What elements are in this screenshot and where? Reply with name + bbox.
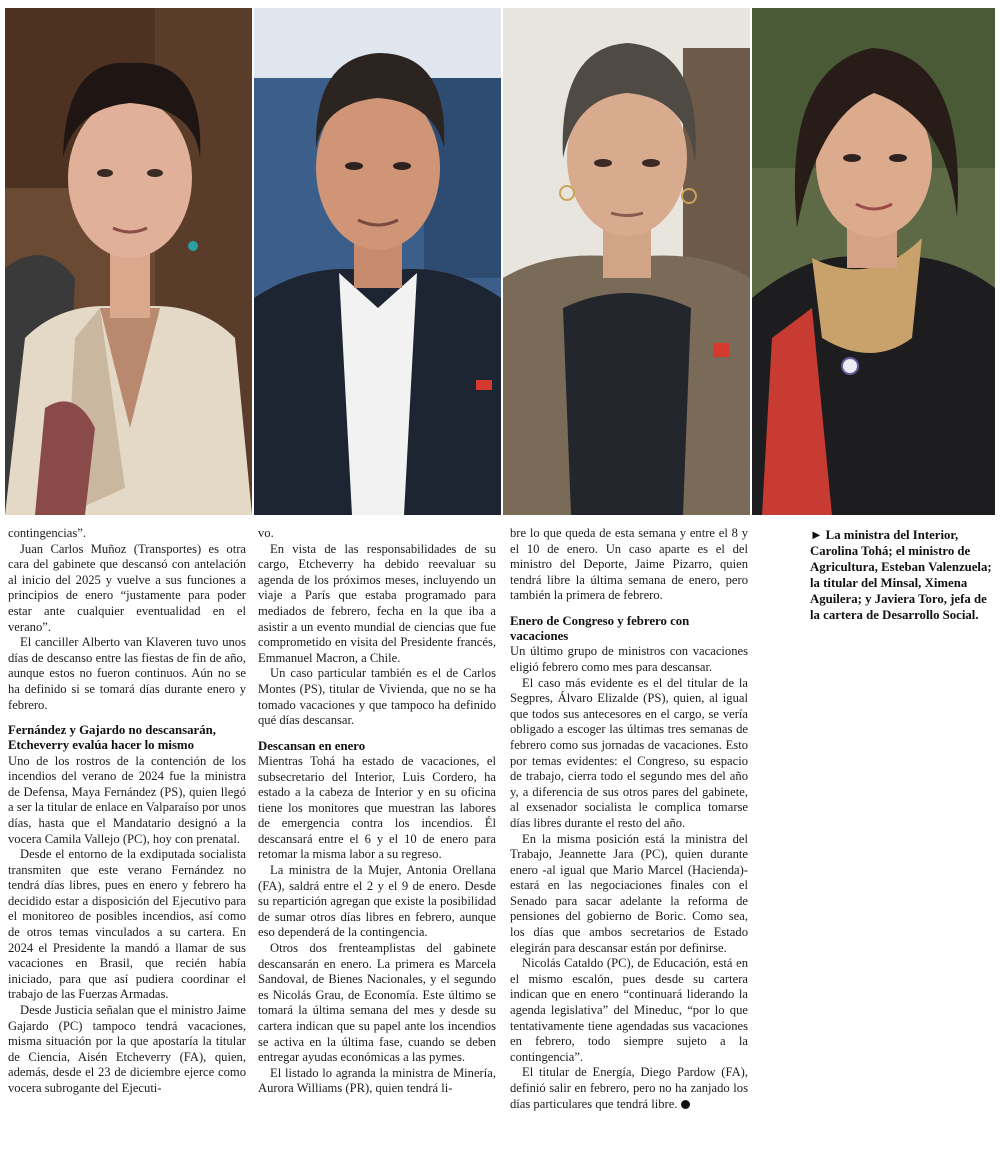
article-column-2 — [258, 526, 496, 1097]
paragraph: Desde Justicia señalan que el ministro Jaime Gajardo (PC) tampoco tendrá vacaciones, misma situación por la que apostaría la titular de Ciencia, Aisén Etcheverry (FA), quien, además, desde el 23 de diciembre ejerce como vocera subrogante del Ejecuti- — [8, 1003, 246, 1095]
paragraph: En la misma posición está la ministra del Trabajo, Jeannette Jara (PC), quien durante enero -al igual que Mario Marcel (Hacienda)- estará en las negociaciones finales con el Senado para sacar adelante la reforma de pensiones del gobierno de Boric. Como sea, los días que ambos secretarios de Estado elegirán para descansar están por definirse. — [510, 831, 748, 955]
portrait-photo-2 — [254, 8, 501, 515]
article-column-3 — [510, 526, 748, 1112]
photo-strip — [5, 8, 995, 515]
paragraph: El listado lo agranda la ministra de Minería, Aurora Williams (PR), quien tendrá li- — [258, 1065, 496, 1096]
portrait-1-image — [5, 8, 252, 515]
paragraph: Juan Carlos Muñoz (Transportes) es otra cara del gabinete que descansó con antelación al inicio del 2025 y vuelve a sus funciones a principios de enero “justamente para poder estar ante cualquier eventualidad en el verano”. — [8, 541, 246, 634]
paragraph-final — [510, 1065, 748, 1112]
paragraph: vo. — [258, 526, 274, 540]
final-text: El titular de Energía, Diego Pardow (FA), definió salir en febrero, pero no ha zanjado los días particulares que tendrá libre. — [510, 1065, 748, 1111]
article-column-1 — [8, 526, 246, 1097]
paragraph: En vista de las responsabilidades de su cargo, Etcheverry ha debido reevaluar su agenda de los próximos meses, incluyendo un viaje a París que estaba programado para mediados de febrero, fecha en la que iba a asistir a un evento mundial de ciencias que fue comprometido en visita del Presidente francés, Emmanuel Macron, a Chile. — [258, 541, 496, 665]
paragraph: Otros dos frenteamplistas del gabinete descansarán en enero. La primera es Marcela Sandoval, de Bienes Nacionales, y el segundo es Nicolás Grau, de Economía. Este último se tomará la última semana del mes y desde su cartera indican que su papel ante los incendios se activa en la última fase, cuando se deben entregar ayudas económicas a las pymes. — [258, 941, 496, 1065]
portrait-photo-1 — [5, 8, 252, 515]
end-mark-icon — [681, 1100, 690, 1109]
paragraph: Un último grupo de ministros con vacaciones eligió febrero como mes para descansar. — [510, 644, 748, 674]
paragraph: Un caso particular también es el de Carlos Montes (PS), titular de Vivienda, que no se ha tomado vacaciones y que tampoco ha definido qué días descansar. — [258, 666, 496, 728]
caption-text: La ministra del Interior, Carolina Tohá; el ministro de Agricultura, Esteban Valenzuela; la titular del Minsal, Ximena Aguilera; y Javiera Toro, jefa de la cartera de Desarrollo Social. — [810, 528, 992, 622]
portrait-2-image — [254, 8, 501, 515]
photo-caption — [810, 527, 995, 623]
paragraph: Uno de los rostros de la contención de los incendios del verano de 2024 fue la ministra de Defensa, Maya Fernández (PS), quien llegó a ser la titular de enlace en Valparaíso por unos días, hasta que el Mandatario designó a la vocera Camila Vallejo (PC), hoy con prenatal. — [8, 753, 246, 846]
paragraph: El canciller Alberto van Klaveren tuvo unos días de descanso entre las fiestas de fin de año, aunque estos no fueron continuos. Aún no se ha definido si se tomará días durante enero y febrero. — [8, 635, 246, 712]
section-heading: Fernández y Gajardo no descansarán, Etcheverry evalúa hacer lo mismo — [8, 723, 216, 753]
portrait-3-image — [503, 8, 750, 515]
paragraph: bre lo que queda de esta semana y entre el 8 y el 10 de enero. Un caso aparte es el del ministro del Deporte, Jaime Pizarro, quien tendrá libre la última semana de enero, pero también la primera de febrero. — [510, 526, 748, 603]
paragraph: Desde el entorno de la exdiputada socialista transmiten que este verano Fernández no tendrá días libres, pues en enero y febrero ha decidido estar a disposición del Ejecutivo para el monitoreo de posibles incendios, así como de otros temas vinculados a su cartera. En 2024 el Presidente la mandó a llamar de sus vacaciones en Brasil, que recién había iniciado, para que así pudiera coordinar el trabajo de las Fuerzas Armadas. — [8, 847, 246, 1002]
portrait-photo-4 — [752, 8, 995, 515]
paragraph: El caso más evidente es el del titular de la Segpres, Álvaro Elizalde (PS), quien, al igual que todos sus antecesores en el cargo, se vería obligado a escoger las últimas tres semanas de febrero como sus jornadas de vacaciones. Esto por temas evidentes: el Congreso, su espacio de trabajo, cierra todo el segundo mes del año y, a diferencia de sus otros pares del gabinete, al exsenador socialista le complica tomarse días libres durante el resto del año. — [510, 675, 748, 830]
portrait-4-image — [752, 8, 995, 515]
paragraph: Nicolás Cataldo (PC), de Educación, está en el mismo escalón, pues desde su cartera indican que en enero “continuará liderando la agenda legislativa” del Mineduc, “por lo que tentativamente tiene agendadas sus vacaciones en febrero, todo siempre sujeto a la contingencia”. — [510, 956, 748, 1064]
triangle-marker-icon: ► — [810, 528, 823, 542]
section-heading: Enero de Congreso y febrero con vacaciones — [510, 613, 690, 644]
portrait-photo-3 — [503, 8, 750, 515]
paragraph: La ministra de la Mujer, Antonia Orellana (FA), saldrá entre el 2 y el 9 de enero. Desde su repartición agregan que existe la posibilidad de sumar otros días libres en febrero, aunque eso dependerá de la contingencia. — [258, 863, 496, 940]
paragraph: contingencias”. — [8, 526, 86, 540]
paragraph: Mientras Tohá ha estado de vacaciones, el subsecretario del Interior, Luis Cordero, ha estado a la cabeza de Interior y en su oficina tiene los monitores que muestran las labores de emergencia contra los incendios. Él descansará entre el 6 y el 10 de enero para retomar la misma labor a su regreso. — [258, 753, 496, 862]
section-heading: Descansan en enero — [258, 738, 366, 753]
